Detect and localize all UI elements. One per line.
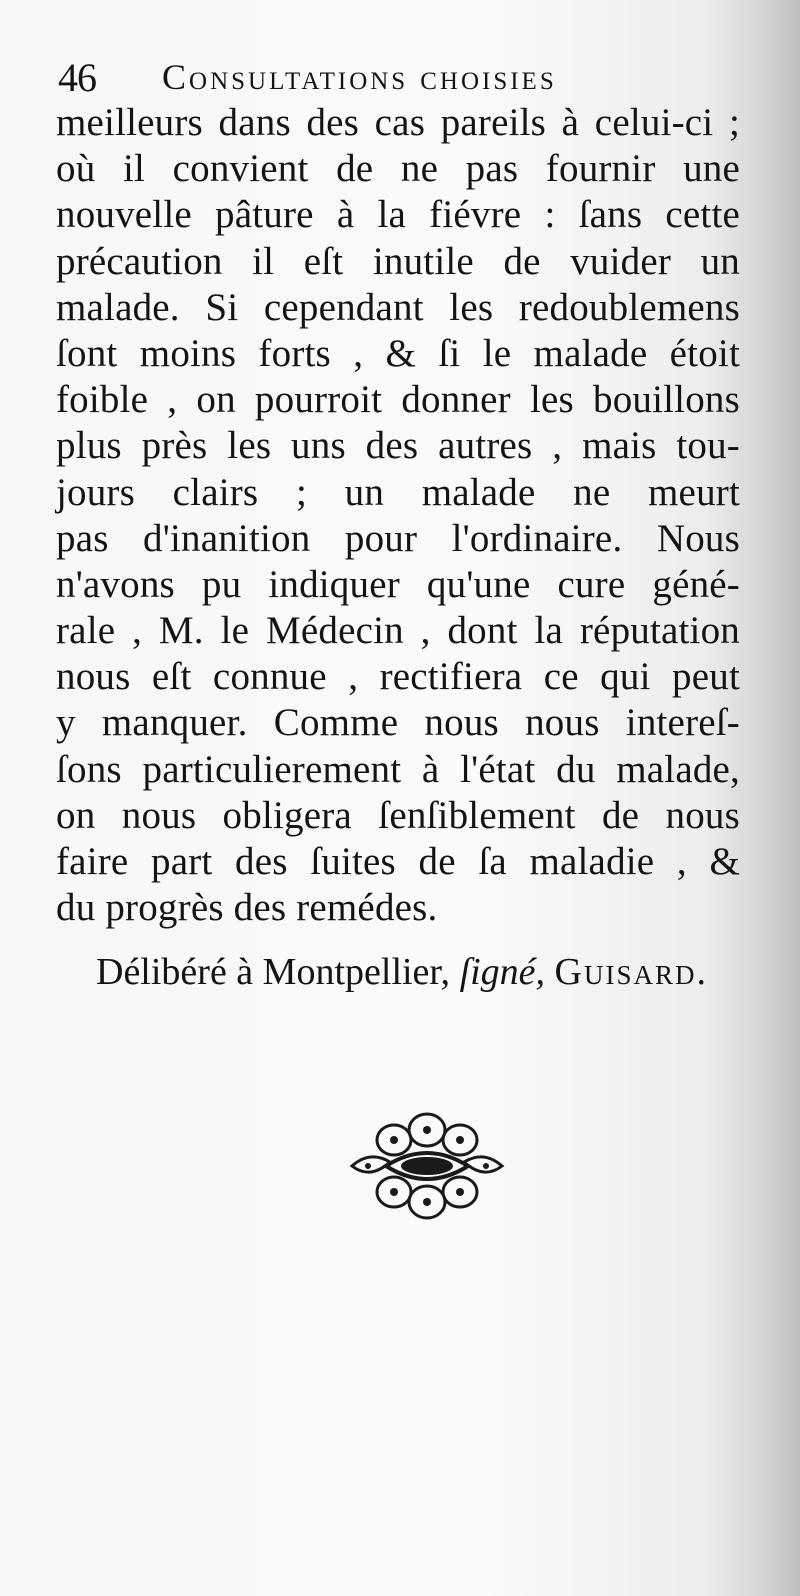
signature-author: Guisard. xyxy=(554,951,709,993)
page-number: 46 xyxy=(58,55,96,100)
signature-signed: ſigné, xyxy=(459,951,546,993)
text-line: où il convient de ne pas fournir une xyxy=(56,147,740,191)
text-line: du progrès des remédes. xyxy=(56,886,438,930)
text-line: précaution il eſt inutile de vuider un xyxy=(56,239,740,283)
text-line: foible , on pourroit donner les bouillons xyxy=(56,378,740,422)
running-head: Consultations choisies xyxy=(162,57,557,97)
text-line: plus près les uns des autres , mais tou- xyxy=(56,424,740,468)
text-line: faire part des ſuites de ſa maladie , & xyxy=(56,840,740,883)
text-line: nous eſt connue , rectifiera ce qui peut xyxy=(56,655,740,699)
text-line: pas d'inanition pour l'ordinaire. Nous xyxy=(56,516,740,560)
signature-line xyxy=(96,950,736,994)
signature-place: Délibéré à Montpellier, xyxy=(96,951,451,993)
text-line: meilleurs dans des cas pareils à celui-ci ; xyxy=(56,101,740,144)
text-line: n'avons pu indiquer qu'une cure géné- xyxy=(56,562,740,606)
text-line: ſons particulierement à l'état du malade, xyxy=(56,747,740,791)
text-line: jours clairs ; un malade ne meurt xyxy=(56,470,740,514)
text-line: rale , M. le Médecin , dont la réputation xyxy=(56,609,740,653)
text-line: nouvelle pâture à la fiévre : ſans cette xyxy=(56,193,740,237)
text-line: y manquer. Comme nous nous intereſ- xyxy=(56,701,740,745)
text-line: malade. Si cependant les redoublemens xyxy=(56,285,740,329)
text-line: ſont moins forts , & ſi le malade étoit xyxy=(56,331,740,375)
floral-fleuron-icon xyxy=(346,1110,508,1222)
body-text xyxy=(56,100,740,931)
text-line: on nous obligera ſenſiblement de nous xyxy=(56,793,740,837)
page-header xyxy=(52,50,752,106)
